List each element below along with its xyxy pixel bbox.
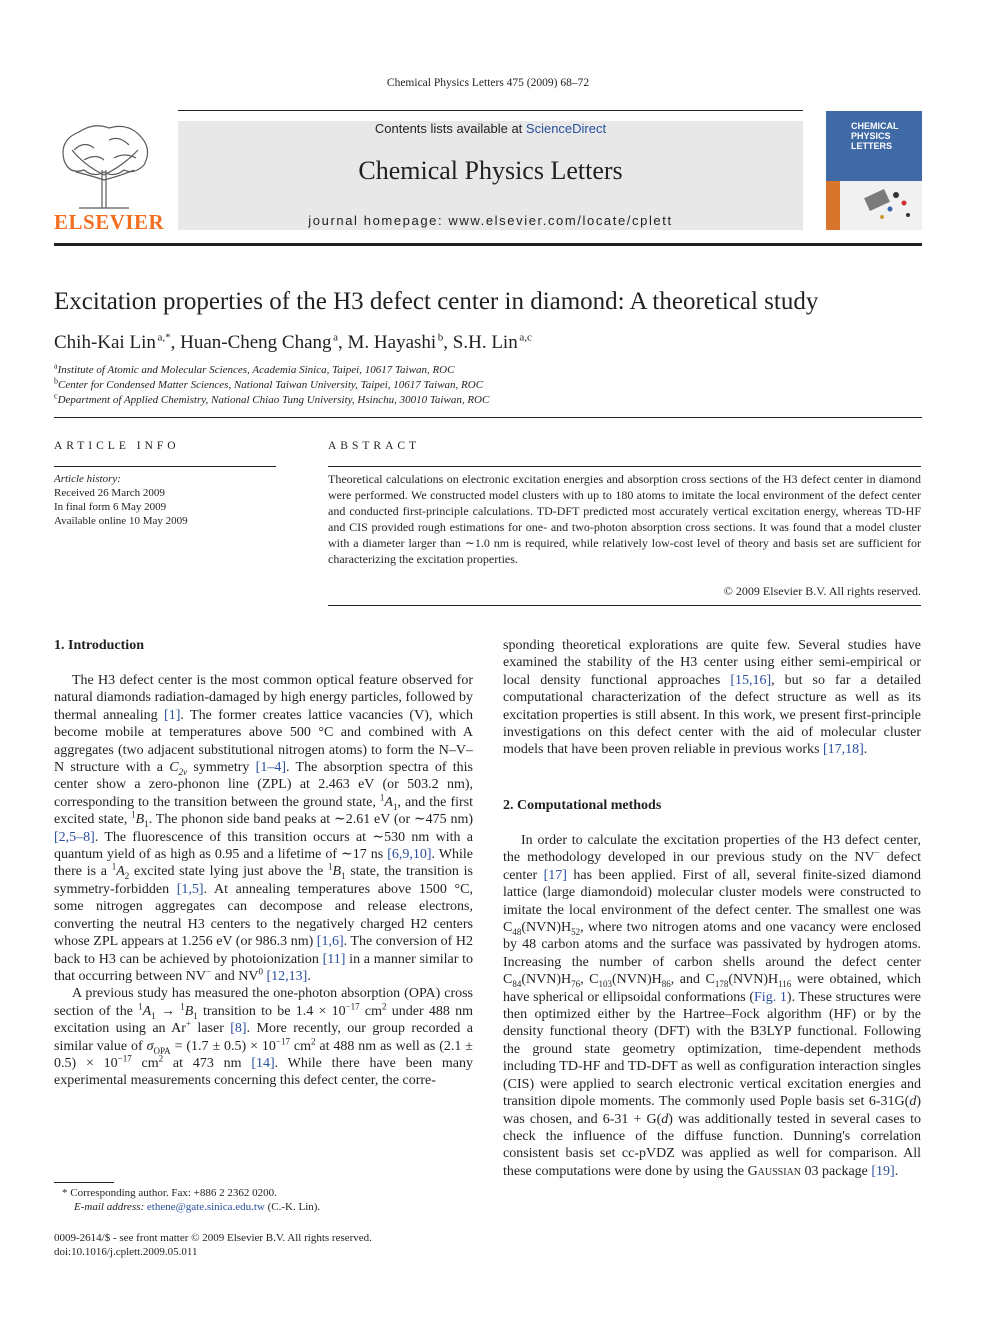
history-label: Article history:: [54, 473, 121, 485]
abstract-bottom-rule: [328, 605, 921, 606]
affiliation-text: Center for Condensed Matter Sciences, National Taiwan University, Taipei, 10617 Taiwan, ROC: [58, 379, 484, 391]
affiliation-mark: c: [54, 391, 58, 401]
journal-homepage[interactable]: journal homepage: www.elsevier.com/locate/cplett: [308, 213, 673, 228]
intro-paragraph-2-continued: sponding theoretical explorations are quite few. Several studies have examined the stability of the H3 center using either semi-empirical or local density functional approaches [15,16], but so far a detailed computational characterization of the defect structure as well as its excitation properties is still absent. In this work, we present first-principle investigations on this defect center with the aid of molecular cluster models that have been proven reliable in previous works [17,18].: [503, 638, 921, 758]
affiliation-text: Department of Applied Chemistry, National Chiao Tung University, Hsinchu, 30010 Taiwan, ROC: [57, 394, 490, 406]
paper-title: Excitation properties of the H3 defect center in diamond: A theoretical study: [54, 288, 819, 315]
affiliation-mark: a: [54, 361, 58, 371]
intro-body-right: [503, 637, 921, 759]
elsevier-wordmark: ELSEVIER: [54, 210, 165, 234]
footnote-rule: [54, 1182, 114, 1183]
masthead-thick-rule: [54, 243, 922, 246]
header-rule: [178, 110, 803, 111]
doi-line[interactable]: doi:10.1016/j.cplett.2009.05.011: [54, 1246, 198, 1258]
article-info-heading: ARTICLE INFO: [54, 440, 180, 452]
affiliation: [54, 391, 934, 406]
author-name: M. Hayashi: [347, 332, 437, 353]
author-affil-mark[interactable]: a: [333, 331, 339, 344]
author-name: Huan-Cheng Chang: [180, 332, 332, 353]
journal-cover-image: [826, 111, 922, 230]
author-affil-mark[interactable]: b: [437, 331, 444, 344]
author-affil-mark[interactable]: a,c: [519, 331, 532, 344]
contents-prefix: Contents lists available at: [374, 121, 526, 136]
methods-body: [503, 832, 921, 1180]
affiliation-mark: b: [54, 376, 58, 386]
cover-title: [851, 121, 899, 151]
email-link[interactable]: ethene@gate.sinica.edu.tw: [146, 1201, 265, 1213]
online-date: Available online 10 May 2009: [54, 515, 188, 527]
article-history: [54, 472, 276, 528]
author-affil-mark[interactable]: a,*: [157, 331, 171, 344]
author-name: S.H. Lin: [452, 332, 518, 353]
cover-title-line: CHEMICAL: [851, 121, 899, 131]
intro-paragraph-2: A previous study has measured the one-photon absorption (OPA) cross section of the $^1A_1 \to ^1B_1$ transition to be $1.4 \times 10^{-17}$ $cm^2$ under 488 nm excitation using an Ar+ laser [8]. More recently, our group recorded a similar value of $\sigma_{OPA} = (1.7 \pm 0.5) \times 10^{-17}$ $cm^2$ at 488 nm as well as $(2.1 \pm 0.5) \times 10^{-17}$ $cm^2$ at 473 nm [14]. While there have been many experimental measurements concerning this defect center, the corre-: [54, 986, 474, 1089]
email-note: [54, 1200, 474, 1214]
cover-title-line: LETTERS: [851, 141, 893, 151]
affiliation: [54, 376, 934, 391]
author-name: Chih-Kai Lin: [54, 332, 156, 353]
affiliation: [54, 361, 934, 376]
author-list: Chih-Kai Lin $^{a,*}$, Huan-Cheng Chang $^a$, M. Hayashi $^b$, S.H. Lin $^{a,c}$: [54, 331, 532, 353]
running-head: Chemical Physics Letters 475 (2009) 68–72: [386, 77, 590, 89]
sciencedirect-link[interactable]: ScienceDirect: [525, 121, 607, 136]
email-suffix: (C.-K. Lin).: [264, 1201, 321, 1213]
email-label: E-mail address:: [74, 1201, 147, 1213]
affiliation-text: Institute of Atomic and Molecular Sciences, Academia Sinica, Taipei, 10617 Taiwan, ROC: [57, 364, 455, 376]
abstract-copyright: © 2009 Elsevier B.V. All rights reserved.: [723, 584, 921, 598]
issn-line: 0009-2614/$ - see front matter © 2009 Elsevier B.V. All rights reserved.: [54, 1232, 372, 1244]
title-block-rule: [54, 417, 922, 418]
final-form-date: In final form 6 May 2009: [54, 501, 167, 513]
article-info-rule: [54, 466, 276, 467]
intro-body-left: [54, 672, 473, 1090]
intro-paragraph-1: The H3 defect center is the most common optical feature observed for natural diamonds radiation-damaged by high energy particles, followed by thermal annealing [1]. The former creates lattice vacancies (V), which become mobile at temperatures above 500 °C and combined with A aggregates (two adjacent substitutional nitrogen atoms) to form the N–V–N structure with a $C_{2v}$ symmetry [1–4]. The absorption spectra of this center show a zero-phonon line (ZPL) at 2.463 eV (or 503.2 nm), corresponding to the transition between the ground state, $^1A_1$, and the first excited state, $^1B_1$. The phonon side band peaks at ∼2.61 eV (or ∼475 nm) [2,5–8]. The fluorescence of this transition occurs at ∼530 nm with a quantum yield of as high as 0.95 and a lifetime of ∼17 ns [6,9,10]. While there is a $^1A_2$ excited state lying just above the $^1B_1$ state, the transition is symmetry-forbidden [1,5]. At annealing temperatures above 1500 °C, some nitrogen aggregates can decompose and release electrons, converting the neutral H3 centers to the negatively charged H2 centers whose ZPL appears at 1.256 eV (or 986.3 nm) [1,6]. The conversion of H2 back to H3 can be achieved by photoionization [11] in a manner similar to that occurring between NV− and $NV^0$ [12,13].: [54, 673, 474, 984]
journal-name: Chemical Physics Letters: [358, 156, 623, 185]
methods-paragraph-1: In order to calculate the excitation properties of the H3 defect center, the methodology developed in our previous study on the NV− defect center [17] has been applied. First of all, several finite-sized diamond lattice (large diamondoid) molecular cluster models were constructed to imitate the local environment of the defect center. The smallest one was $C_{48}(NVN)H_{52}$, where two nitrogen atoms and one vacancy were enclosed by 48 carbon atoms and the surface was passivated by hydrogen atoms. Increasing the number of carbon shells around the defect center $C_{84}(NVN)H_{76}$, $C_{103}(NVN)H_{86}$, and $C_{178}(NVN)H_{116}$ were obtained, which have spherical or ellipsoidal conformations (Fig. 1). These structures were then optimized either by the Hartree–Fock algorithm (HF) or by the density functional theory (DFT) with the B3LYP functional. Following the ground state geometry optimization, time-dependent methods including TD-HF and TD-DFT as well as configuration interaction singles (CIS) were applied to search electronic vertical excitation energies and transition dipole moments. The commonly used Pople basis set 6-31G(d) was chosen, and 6-31 + G(d) was additionally tested in several cases to check the influence of the diffuse function. Dunning's correlation consistent basis set cc-pVDZ was applied as well for comparison. All these computations were done by using the Gaussian 03 package [19].: [503, 833, 921, 1179]
abstract-text: Theoretical calculations on electronic excitation energies and absorption cross sections of the H3 defect center in diamond were performed. We constructed model clusters with up to 180 atoms to imitate the local environment of the defect center and conducted first-principle calculations. TD-DFT predicted most accurately vertical excitation energy, whereas TD-HF and CIS provided rough estimations for one- and two-photon absorption cross sections. It was found that a model cluster with a diameter larger than ∼1.0 nm is required, while relatively low-cost level of theory and basis set are sufficient for characterizing the excitation properties.: [328, 472, 921, 566]
footer-info: [54, 1231, 474, 1259]
abstract-rule: [328, 466, 921, 467]
cover-graphic: [826, 181, 922, 230]
abstract-heading: ABSTRACT: [328, 440, 421, 452]
footnote: [54, 1186, 474, 1214]
introduction-heading: 1. Introduction: [54, 638, 144, 653]
corresponding-author-note: * Corresponding author. Fax: +886 2 2362 0200.: [62, 1187, 277, 1199]
received-date: Received 26 March 2009: [54, 487, 165, 499]
cover-title-line: PHYSICS: [851, 131, 891, 141]
methods-heading: 2. Computational methods: [503, 798, 662, 813]
contents-line: [178, 121, 803, 136]
